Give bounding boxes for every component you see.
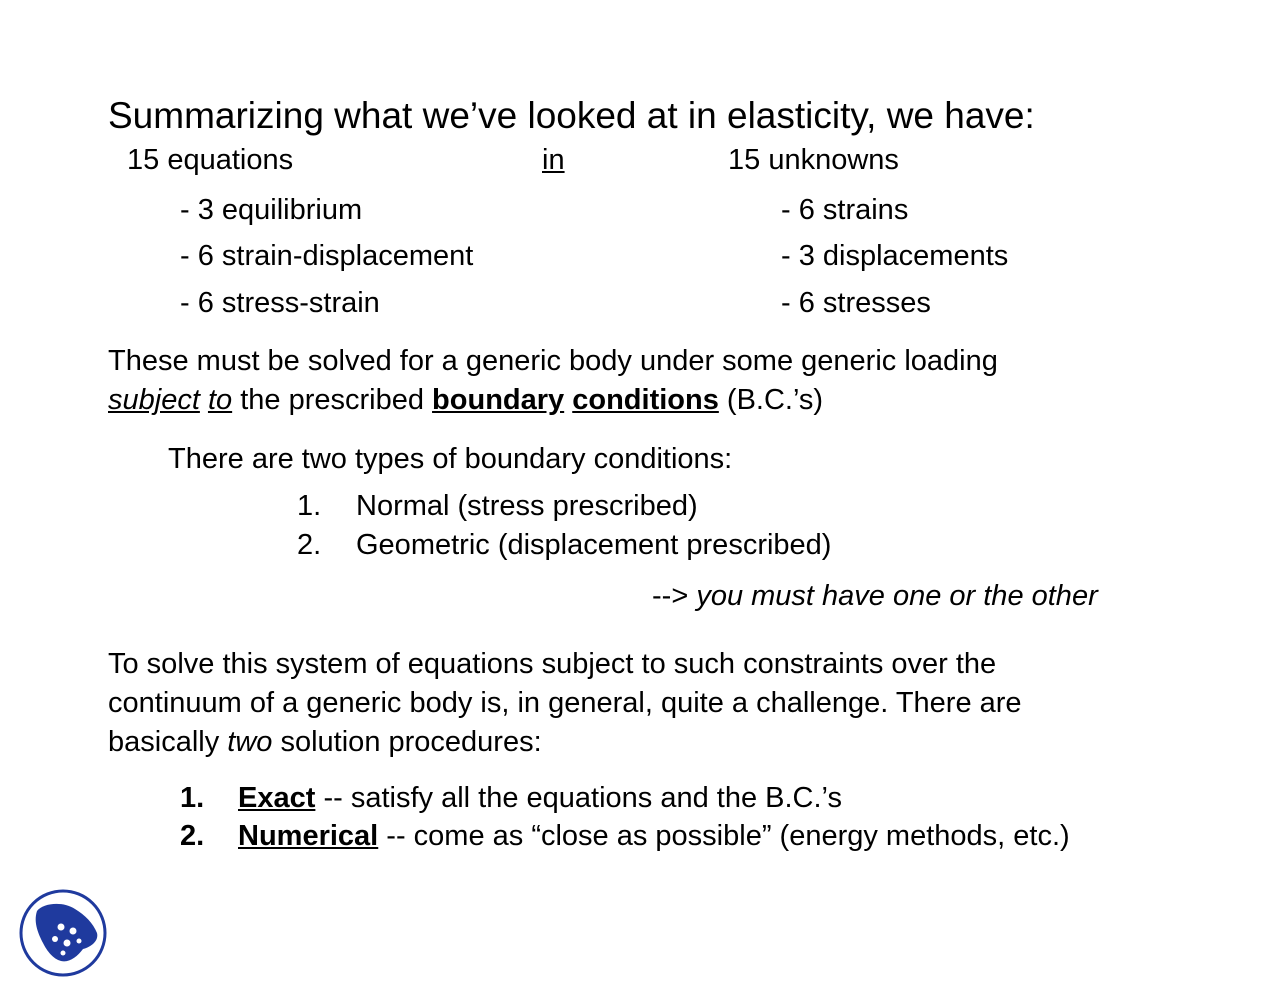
solve-para-line2	[108, 384, 823, 417]
two-word: two	[227, 726, 273, 758]
procedure-desc: -- come as “close as possible” (energy methods, etc.)	[386, 820, 1070, 852]
boundary-word: boundary	[432, 384, 565, 416]
procedure-num: 2.	[180, 820, 205, 852]
note-text: you must have one or the other	[696, 580, 1098, 612]
unknown-item: - 6 strains	[781, 194, 909, 226]
challenge-line2: continuum of a generic body is, in general, quite a challenge. There are	[108, 687, 1022, 719]
slide-title: Summarizing what we’ve looked at in elasticity, we have:	[108, 95, 1035, 136]
procedure-num: 1.	[180, 782, 205, 814]
procedure-desc: -- satisfy all the equations and the B.C.’s	[323, 782, 842, 814]
basically-text: basically	[108, 726, 220, 758]
bc-item-num: 1.	[297, 490, 322, 522]
bc-item-num: 2.	[297, 529, 322, 561]
procedure-item	[238, 820, 1070, 853]
subject-word: subject	[108, 384, 200, 416]
bc-note	[652, 580, 1098, 613]
equations-count: 15 equations	[127, 144, 294, 176]
bc-heading: There are two types of boundary conditions:	[168, 443, 733, 475]
arrow-text: -->	[652, 580, 689, 612]
challenge-line3	[108, 726, 542, 759]
equation-item: - 6 stress-strain	[180, 287, 380, 319]
unknown-item: - 6 stresses	[781, 287, 931, 319]
bcs-text: (B.C.’s)	[726, 384, 824, 416]
university-seal-icon	[19, 889, 107, 977]
solve-para-line1: These must be solved for a generic body under some generic loading	[108, 345, 998, 377]
unknown-item: - 3 displacements	[781, 240, 1009, 272]
procedure-item	[238, 782, 842, 815]
bc-item-text: Normal (stress prescribed)	[356, 490, 698, 522]
equation-item: - 6 strain-displacement	[180, 240, 474, 272]
to-word: to	[207, 384, 233, 416]
prescribed-text: the prescribed	[240, 384, 424, 416]
procedure-name: Exact	[238, 782, 316, 814]
challenge-line1: To solve this system of equations subject to such constraints over the	[108, 648, 997, 680]
in-label: in	[542, 144, 565, 176]
bc-item-text: Geometric (displacement prescribed)	[356, 529, 832, 561]
equation-item: - 3 equilibrium	[180, 194, 363, 226]
unknowns-count: 15 unknowns	[728, 144, 899, 176]
procedure-name: Numerical	[238, 820, 379, 852]
solution-text: solution procedures:	[280, 726, 542, 758]
conditions-word: conditions	[572, 384, 719, 416]
